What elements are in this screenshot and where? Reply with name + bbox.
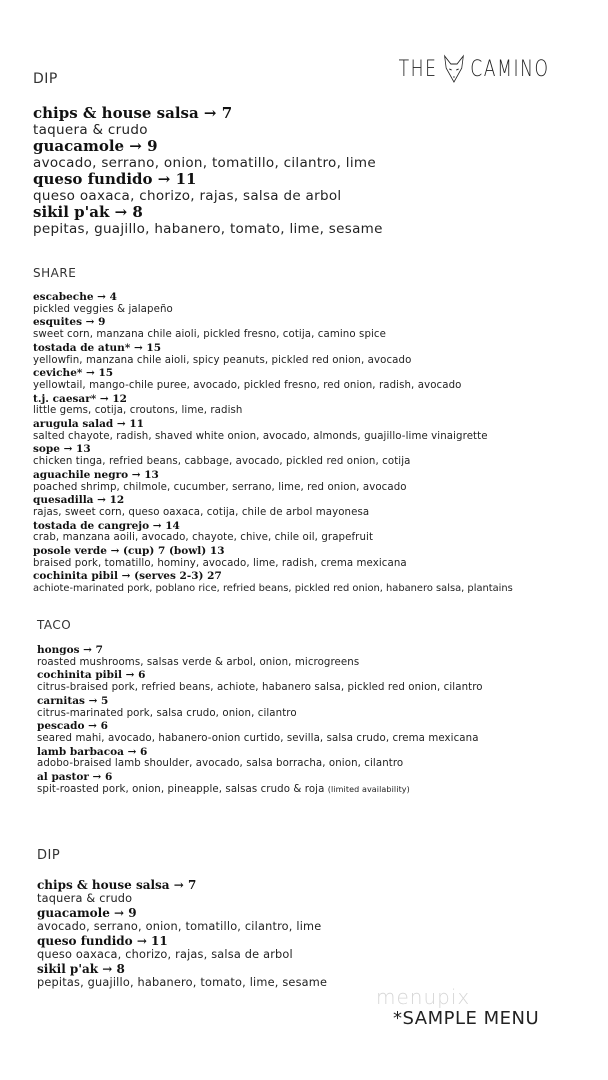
item-name: sikil p'ak → 8 [33,203,143,221]
item-name: sope → 13 [33,443,91,456]
item-description: salted chayote, radish, shaved white onion, avocado, almonds, guajillo-lime vinaigrette [33,430,488,442]
item-name: lamb barbacoa → 6 [37,745,148,758]
menu-item [37,934,597,962]
item-description: poached shrimp, chilmole, cucumber, serrano, lime, red onion, avocado [33,481,407,493]
item-name: ceviche* → 15 [33,367,114,380]
sample-menu-label: *SAMPLE MENU [393,1008,540,1029]
menu-item [33,316,593,341]
item-description [37,784,597,797]
item-description: pickled veggies & jalapeño [33,303,173,315]
dip-section-bottom [37,848,597,990]
section-title: DIP [37,848,61,863]
menu-item [33,171,593,204]
item-name: escabeche → 4 [33,291,117,303]
menu-item [33,393,593,418]
menu-item [33,469,593,494]
item-description: pepitas, guajillo, habanero, tomato, lime, sesame [37,976,328,989]
section-title: DIP [33,71,58,87]
menu-item [37,878,597,906]
item-name: carnitas → 5 [37,694,109,707]
item-name: arugula salad → 11 [33,418,144,431]
item-description: seared mahi, avocado, habanero-onion curtido, sevilla, salsa crudo, crema mexicana [37,732,479,744]
item-description: crab, manzana aoili, avocado, chayote, chive, chile oil, grapefruit [33,532,374,544]
item-description: chicken tinga, refried beans, cabbage, avocado, pickled red onion, cotija [33,456,411,468]
item-description: avocado, serrano, onion, tomatillo, cilantro, lime [33,155,376,171]
menu-item [33,342,593,367]
taco-section [37,618,597,796]
item-description: roasted mushrooms, salsas verde & arbol, onion, microgreens [37,656,360,668]
item-description: taquera & crudo [37,892,133,905]
item-name: pescado → 6 [37,720,108,733]
item-name: aguachile negro → 13 [33,468,159,481]
item-name: cochinita pibil → (serves 2-3) 27 [33,570,222,583]
menupix-watermark: menupix [376,985,471,1009]
item-name: queso fundido → 11 [37,934,168,948]
item-name: hongos → 7 [37,644,103,656]
item-description: avocado, serrano, onion, tomatillo, cilantro, lime [37,920,322,933]
availability-note: (limited availability) [327,784,410,794]
item-name: esquites → 9 [33,316,106,329]
item-description: pepitas, guajillo, habanero, tomato, lime, sesame [33,221,383,237]
item-description: taquera & crudo [33,122,148,138]
section-title: SHARE [33,266,77,280]
item-name: t.j. caesar* → 12 [33,392,127,405]
item-name: quesadilla → 12 [33,494,125,507]
item-description: little gems, cotija, croutons, lime, radish [33,405,243,417]
logo-text-right: CAMINO [470,56,550,82]
menu-item [37,720,597,745]
item-description: yellowfin, manzana chile aioli, spicy peanuts, pickled red onion, avocado [33,354,412,366]
item-name: tostada de atun* → 15 [33,341,162,354]
menu-item [37,669,597,694]
item-name: posole verde → (cup) 7 (bowl) 13 [33,545,225,558]
item-description: adobo-braised lamb shoulder, avocado, salsa borracha, onion, cilantro [37,758,404,770]
item-name: sikil p'ak → 8 [37,962,125,976]
dip-section-top [33,71,593,237]
section-title: TACO [37,618,72,632]
logo-text-left: THE [399,56,438,82]
item-description-text: spit-roasted pork, onion, pineapple, salsas crudo & roja [37,783,325,795]
menu-item [33,204,593,237]
item-description: citrus-braised pork, refried beans, achiote, habanero salsa, pickled red onion, cilantro [37,682,483,694]
menu-item [33,105,593,138]
item-name: chips & house salsa → 7 [37,878,197,892]
item-description: rajas, sweet corn, queso oaxaca, cotija, chile de arbol mayonesa [33,506,370,518]
item-description: queso oaxaca, chorizo, rajas, salsa de arbol [33,188,342,204]
item-description: sweet corn, manzana chile aioli, pickled fresno, cotija, camino spice [33,329,387,341]
menu-item [33,138,593,171]
item-name: chips & house salsa → 7 [33,104,233,122]
menu-item [33,520,593,545]
item-name: queso fundido → 11 [33,170,197,188]
menu-item [37,746,597,771]
menu-item [33,291,593,316]
menu-item [33,545,593,570]
menu-item [33,494,593,519]
menu-item [33,443,593,468]
item-name: cochinita pibil → 6 [37,669,146,682]
item-description: yellowtail, mango-chile puree, avocado, pickled fresno, red onion, radish, avocado [33,379,462,391]
item-description: citrus-marinated pork, salsa crudo, onion, cilantro [37,707,297,719]
item-name: al pastor → 6 [37,771,113,784]
menu-item [37,906,597,934]
menu-item [37,695,597,720]
menu-item [33,570,593,595]
menu-item [33,418,593,443]
item-name: guacamole → 9 [33,137,158,155]
item-name: tostada de cangrejo → 14 [33,519,180,532]
menu-item [37,962,597,990]
item-description: braised pork, tomatillo, hominy, avocado, lime, radish, crema mexicana [33,557,407,569]
item-description: achiote-marinated pork, poblano rice, refried beans, pickled red onion, habanero salsa, plantains [33,583,513,595]
menu-item [37,644,597,669]
menu-item [37,771,597,796]
item-description: queso oaxaca, chorizo, rajas, salsa de arbol [37,948,293,961]
menu-item [33,367,593,392]
share-section [33,266,593,596]
item-name: guacamole → 9 [37,906,137,920]
